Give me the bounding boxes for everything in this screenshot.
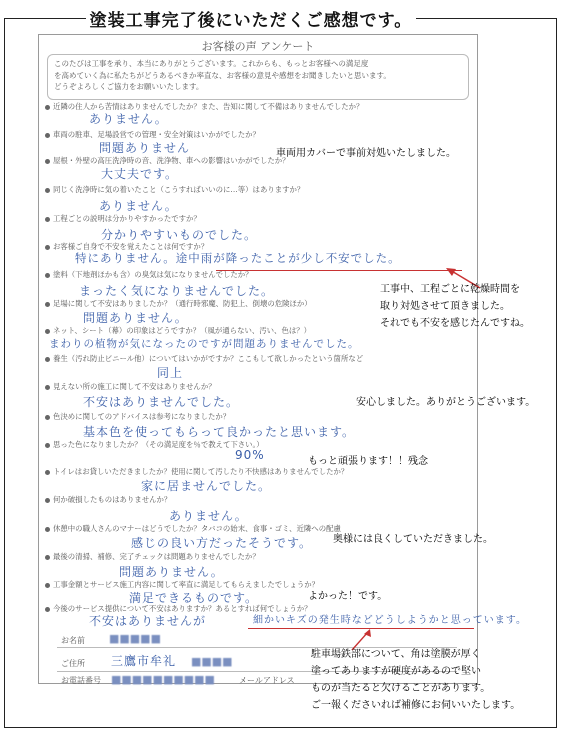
name-redacted: ■■■■■ — [109, 632, 161, 645]
answer-16: 感じの良い方だったそうです。 — [131, 536, 313, 550]
answer-3: 大丈夫です。 — [101, 167, 179, 181]
phone-label: お電話番号 — [61, 676, 101, 685]
question-1: 近隣の住人から苦情はありませんでしたか？また、告知に関して不備はありませんでしたか？ — [45, 101, 363, 112]
note-line: よかった！です。 — [308, 591, 388, 602]
answer-5: 分かりやすいものでした。 — [101, 228, 258, 242]
address-redacted: ■■■■ — [191, 655, 233, 668]
note-line: もっと頑張ります！！残念 — [308, 456, 428, 467]
note-line: 奥様には良くしていただきました。 — [333, 534, 493, 545]
answer-1: ありません。 — [89, 112, 168, 126]
note-parking-metal — [311, 646, 520, 714]
question-3: 屋根・外壁の高圧洗浄時の音、洗浄物、車への影響はいかがでしたか？ — [45, 155, 290, 166]
answer-15: ありません。 — [169, 509, 248, 523]
question-15: 何か破損したものはありませんか？ — [45, 494, 171, 505]
answer-19: 不安はありませんが — [89, 614, 207, 628]
answer-13: 90% — [235, 448, 265, 462]
intro-box — [47, 54, 469, 100]
note-line: 駐車場鉄部について、角は塗膜が厚く — [311, 649, 481, 660]
note-glad — [308, 588, 387, 605]
answer-4: ありません。 — [99, 199, 178, 213]
page-title: 塗装工事完了後にいただくご感想です。 — [86, 6, 416, 31]
address-value: 三鷹市牟礼 — [111, 654, 177, 668]
answer-12: 基本色を使ってもらって良かったと思います。 — [83, 425, 356, 439]
answer-17: 問題ありません。 — [119, 565, 224, 579]
note-line: 安心しました。ありがとうございます。 — [356, 397, 536, 408]
note-try-harder — [308, 453, 428, 470]
question-2: 車両の駐車、足場設営での管理・安全対策はいかがでしたか？ — [45, 129, 260, 140]
question-8: 足場に関して不安はありましたか？（通行時邪魔、防犯上、倒壊の危険ほか） — [45, 298, 312, 309]
phone-redacted: ■■■■■■■■■■ — [111, 673, 215, 686]
question-10: 養生（汚れ防止ビニール他）についてはいかがですか？ここもして欲しかったという箇所など — [45, 353, 363, 364]
survey-sheet — [38, 34, 527, 686]
answer-20: 細かいキズの発生時などどうしようかと思っています。 — [253, 615, 527, 626]
question-7: 塗料（下地剤ほかも含）の臭気は気になりませんでしたか？ — [45, 269, 253, 280]
answer-18: 満足できるものです。 — [129, 591, 259, 605]
note-line: 取り対処させて頂きました。 — [380, 301, 510, 312]
note-line: 塗ってありますが硬度があるので堅い — [311, 666, 481, 677]
note-relief — [356, 394, 535, 411]
note-wife — [333, 531, 493, 548]
question-13: 思った色になりましたか？（その満足度を％で教えて下さい。） — [45, 439, 264, 450]
survey-subtitle: お客様の声 アンケート — [201, 40, 315, 53]
question-14: トイレはお貸しいただきましたか？使用に関して汚したり不快感はありませんでしたか？ — [45, 466, 348, 477]
question-4: 同じく洗浄時に気の着いたこと（こうすればいいのに…等）はありますか？ — [45, 184, 304, 195]
answer-2: 問題ありません — [99, 141, 191, 155]
note-line: 工事中、工程ごとに乾燥時間を — [380, 284, 520, 295]
answer-14: 家に居ませんでした。 — [141, 479, 272, 493]
annotation-underline — [216, 270, 462, 271]
address-label: ご住所 — [61, 659, 85, 668]
answer-8: 問題ありません。 — [83, 311, 188, 325]
question-17: 最後の清掃、補修、完了チェックは問題ありませんでしたか？ — [45, 551, 260, 562]
note-line: ものが当たると欠けることがあります。 — [311, 683, 491, 694]
question-9: ネット、シート（幕）の印象はどうですか？（風が通らない、汚い、色は？） — [45, 325, 311, 336]
question-5: 工程ごとの説明は分かりやすかったですか？ — [45, 213, 201, 224]
note-parking — [276, 145, 456, 162]
question-19: 今後のサービス提供について不安はありますか？あるとすれば何でしょうか？ — [45, 603, 312, 614]
question-11: 見えない所の施工に関して不安はありませんか？ — [45, 381, 216, 392]
intro-line: を高めていく為に私たちがどうあるべきか率直な、お客様の意見や感想をお聞きしたいと思います。 — [54, 70, 391, 80]
answer-6: 特にありません。途中雨が降ったことが少し不安でした。 — [75, 251, 401, 265]
name-label: お名前 — [61, 636, 85, 645]
note-line: それでも不安を感じたんですね。 — [380, 318, 530, 329]
answer-10: 同上 — [157, 366, 184, 380]
question-18: 工事金額とサービス施工内容に関して率直に満足してもらえましたでしょうか？ — [45, 579, 319, 590]
note-line: 車両用カバーで事前対処いたしました。 — [276, 148, 456, 159]
question-16: 休憩中の職人さんのマナーはどうでしたか？タバコの始末、食事・ゴミ、近隣への配慮 — [45, 523, 341, 534]
intro-line: どうぞよろしくご協力をお願いいたします。 — [54, 82, 204, 91]
note-line: ご一報くださいれば補修にお伺いいたします。 — [311, 700, 521, 711]
answer-11: 不安はありませんでした。 — [83, 395, 240, 409]
email-label: メールアドレス — [239, 676, 295, 685]
question-6: お客様ご自身で不安を覚えたことは何ですか？ — [45, 241, 208, 252]
answer-9: まわりの植物が気になったのですが問題ありませんでした。 — [49, 338, 360, 350]
answer-7: まったく気になりませんでした。 — [79, 284, 275, 298]
question-12: 色決めに関してのアドバイスは参考になりましたか？ — [45, 411, 230, 422]
intro-line: このたびは工事を承り、本当にありがとうございます。これからも、もっとお客様への満足度 — [54, 59, 369, 68]
note-drying — [380, 281, 530, 332]
